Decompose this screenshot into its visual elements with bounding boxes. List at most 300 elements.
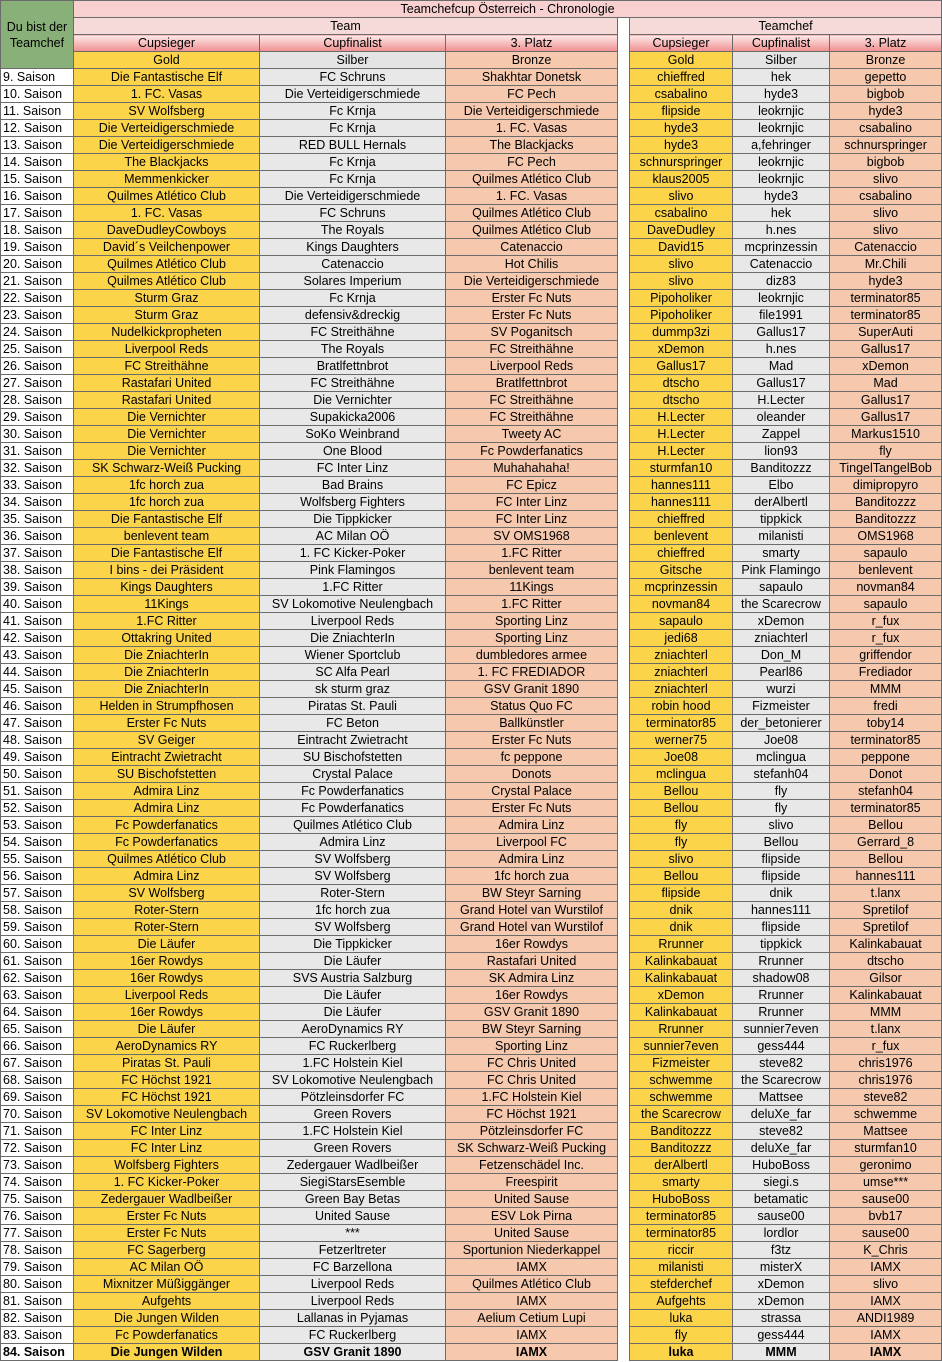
team-bronze-cell: FC Pech — [446, 86, 618, 103]
team-silver-cell: Fc Krnja — [260, 154, 446, 171]
gap-cell — [618, 239, 630, 256]
team-gold-cell: Erster Fc Nuts — [74, 715, 260, 732]
season-cell: 34. Saison — [1, 494, 74, 511]
chef-bronze-cell: Spretilof — [830, 919, 942, 936]
team-gold-cell: Rastafari United — [74, 392, 260, 409]
table-row — [1, 817, 942, 834]
team-bronze-cell: BW Steyr Sarning — [446, 885, 618, 902]
chef-silver-cell: h.nes — [733, 222, 830, 239]
chef-gold-cell: dtscho — [630, 392, 733, 409]
chronology-rows — [1, 69, 942, 1361]
team-gold-cell: DaveDudleyCowboys — [74, 222, 260, 239]
chef-bronze-cell: r_fux — [830, 630, 942, 647]
table-row — [1, 1106, 942, 1123]
chef-silver-cell: slivo — [733, 817, 830, 834]
team-gold-cell: Erster Fc Nuts — [74, 1225, 260, 1242]
team-gold-cell: I bins - dei Präsident — [74, 562, 260, 579]
chef-gold-cell: schwemme — [630, 1072, 733, 1089]
team-gold-cell: Zedergauer Wadlbeißer — [74, 1191, 260, 1208]
gap-cell — [618, 800, 630, 817]
team-bronze-cell: 11Kings — [446, 579, 618, 596]
team-bronze-cell: 1fc horch zua — [446, 868, 618, 885]
chef-gold-cell: luka — [630, 1344, 733, 1361]
gap-cell — [618, 1106, 630, 1123]
team-silver-cell: Supakicka2006 — [260, 409, 446, 426]
chef-silver-cell: hyde3 — [733, 188, 830, 205]
season-cell: 50. Saison — [1, 766, 74, 783]
chef-gold-cell: slivo — [630, 851, 733, 868]
chef-silver-cell: hannes111 — [733, 902, 830, 919]
team-silver-cell: Bratlfettnbrot — [260, 358, 446, 375]
gap-cell — [618, 1276, 630, 1293]
chef-gold-cell: flipside — [630, 103, 733, 120]
team-gold-cell: Die Läufer — [74, 936, 260, 953]
season-cell: 60. Saison — [1, 936, 74, 953]
chef-silver-cell: Mattsee — [733, 1089, 830, 1106]
season-cell: 18. Saison — [1, 222, 74, 239]
team-silver-cell: Die Tippkicker — [260, 511, 446, 528]
table-row — [1, 528, 942, 545]
team-silver-cell: Bad Brains — [260, 477, 446, 494]
table-row — [1, 1293, 942, 1310]
chef-gold-cell: terminator85 — [630, 715, 733, 732]
season-cell: 43. Saison — [1, 647, 74, 664]
chef-bronze-cell: dimipropyro — [830, 477, 942, 494]
chef-gold-cell: csabalino — [630, 205, 733, 222]
team-bronze-cell: Grand Hotel van Wurstilof — [446, 919, 618, 936]
table-row — [1, 1225, 942, 1242]
season-cell: 44. Saison — [1, 664, 74, 681]
chef-gold-cell: chieffred — [630, 545, 733, 562]
team-bronze-cell: 1. FC. Vasas — [446, 188, 618, 205]
team-gold-cell: Die ZniachterIn — [74, 647, 260, 664]
gap-cell — [618, 1021, 630, 1038]
team-bronze-cell: Sportunion Niederkappel — [446, 1242, 618, 1259]
chef-silver-cell: sause00 — [733, 1208, 830, 1225]
season-cell: 41. Saison — [1, 613, 74, 630]
chef-silver-cell: strassa — [733, 1310, 830, 1327]
chef-silver-cell: hek — [733, 205, 830, 222]
team-gold-cell: 11Kings — [74, 596, 260, 613]
chef-bronze-cell: Banditozzz — [830, 511, 942, 528]
chef-bronze-cell: Markus1510 — [830, 426, 942, 443]
team-bronze-cell: Catenaccio — [446, 239, 618, 256]
gap-cell — [618, 137, 630, 154]
table-row — [1, 188, 942, 205]
table-row — [1, 630, 942, 647]
season-cell: 68. Saison — [1, 1072, 74, 1089]
season-cell: 57. Saison — [1, 885, 74, 902]
team-gold-cell: Sturm Graz — [74, 290, 260, 307]
chef-bronze-cell: Donot — [830, 766, 942, 783]
chef-bronze-cell: hyde3 — [830, 103, 942, 120]
team-gold-cell: Nudelkickpropheten — [74, 324, 260, 341]
chef-gold-cell: schwemme — [630, 1089, 733, 1106]
season-cell: 61. Saison — [1, 953, 74, 970]
chef-gold-cell: zniachterl — [630, 647, 733, 664]
season-cell: 76. Saison — [1, 1208, 74, 1225]
gap-cell — [618, 375, 630, 392]
chef-bronze-cell: stefanh04 — [830, 783, 942, 800]
team-bronze-cell: Admira Linz — [446, 817, 618, 834]
table-row — [1, 239, 942, 256]
team-silver-cell: Fc Krnja — [260, 290, 446, 307]
table-row — [1, 562, 942, 579]
team-silver-cell: AeroDynamics RY — [260, 1021, 446, 1038]
team-bronze-cell: Hot Chilis — [446, 256, 618, 273]
table-row — [1, 1089, 942, 1106]
season-cell: 72. Saison — [1, 1140, 74, 1157]
chef-silver-cell: H.Lecter — [733, 392, 830, 409]
team-silver-cell: Kings Daughters — [260, 239, 446, 256]
chef-bronze-cell: hyde3 — [830, 273, 942, 290]
team-bronze-cell: Rastafari United — [446, 953, 618, 970]
gap-cell — [618, 681, 630, 698]
chef-bronze-cell: benlevent — [830, 562, 942, 579]
team-gold-cell: SV Wolfsberg — [74, 103, 260, 120]
chef-silver-cell: fly — [733, 800, 830, 817]
chef-silver-cell: Rrunner — [733, 1004, 830, 1021]
chef-silver-cell: Zappel — [733, 426, 830, 443]
chef-silver-cell: gess444 — [733, 1327, 830, 1344]
chef-gold-cell: mclingua — [630, 766, 733, 783]
team-silver-cell: Fc Krnja — [260, 103, 446, 120]
gap-cell — [618, 834, 630, 851]
season-cell: 14. Saison — [1, 154, 74, 171]
gap-cell — [618, 426, 630, 443]
team-bronze-cell: Erster Fc Nuts — [446, 732, 618, 749]
season-cell: 11. Saison — [1, 103, 74, 120]
chef-bronze-cell: terminator85 — [830, 307, 942, 324]
team-bronze-cell: Aelium Cetium Lupi — [446, 1310, 618, 1327]
gap-cell — [618, 1072, 630, 1089]
gap-cell — [618, 154, 630, 171]
team-silver-cell: Zedergauer Wadlbeißer — [260, 1157, 446, 1174]
gap-cell — [618, 1140, 630, 1157]
team-gold-cell: Die Vernichter — [74, 409, 260, 426]
chef-silver-cell: sapaulo — [733, 579, 830, 596]
gap-cell — [618, 1089, 630, 1106]
team-gold-cell: Die Verteidigerschmiede — [74, 137, 260, 154]
chef-silver-cell: tippkick — [733, 511, 830, 528]
chef-silver-cell: Joe08 — [733, 732, 830, 749]
season-cell: 13. Saison — [1, 137, 74, 154]
team-bronze-cell: Muhahahaha! — [446, 460, 618, 477]
chef-gold-cell: hyde3 — [630, 120, 733, 137]
team-bronze-cell: Erster Fc Nuts — [446, 800, 618, 817]
team-silver-cell: The Royals — [260, 341, 446, 358]
chef-gold-cell: klaus2005 — [630, 171, 733, 188]
team-gold-cell: Ottakring United — [74, 630, 260, 647]
chef-silver-cell: dnik — [733, 885, 830, 902]
team-gold-cell: 1. FC. Vasas — [74, 86, 260, 103]
team-gold-cell: SU Bischofstetten — [74, 766, 260, 783]
season-cell: 39. Saison — [1, 579, 74, 596]
team-bronze-cell: dumbledores armee — [446, 647, 618, 664]
chef-gold-cell: H.Lecter — [630, 409, 733, 426]
team-bronze-cell: Fetzenschädel Inc. — [446, 1157, 618, 1174]
team-silver-cell: Die Tippkicker — [260, 936, 446, 953]
table-row — [1, 800, 942, 817]
table-row — [1, 664, 942, 681]
chef-silver-cell: Don_M — [733, 647, 830, 664]
season-cell: 46. Saison — [1, 698, 74, 715]
season-cell: 80. Saison — [1, 1276, 74, 1293]
chef-bronze-cell: Spretilof — [830, 902, 942, 919]
gap-cell — [618, 69, 630, 86]
team-bronze-cell: ESV Lok Pirna — [446, 1208, 618, 1225]
chef-silver-cell: zniachterl — [733, 630, 830, 647]
table-row — [1, 715, 942, 732]
team-silver-cell: 1.FC Ritter — [260, 579, 446, 596]
gap-cell — [618, 732, 630, 749]
team-gold-cell: Die Jungen Wilden — [74, 1344, 260, 1361]
table-row — [1, 477, 942, 494]
chef-bronze-cell: IAMX — [830, 1327, 942, 1344]
team-silver-cell: FC Streithähne — [260, 375, 446, 392]
team-gold-cell: Mixnitzer Müßiggänger — [74, 1276, 260, 1293]
team-bronze-cell: Liverpool FC — [446, 834, 618, 851]
gap-cell — [618, 545, 630, 562]
table-row — [1, 69, 942, 86]
team-bronze-cell: Status Quo FC — [446, 698, 618, 715]
chef-bronze-cell: Gerrard_8 — [830, 834, 942, 851]
chef-gold-cell: dnik — [630, 902, 733, 919]
team-gold-cell: Die ZniachterIn — [74, 664, 260, 681]
gap-cell — [618, 715, 630, 732]
team-silver-cell: Die Vernichter — [260, 392, 446, 409]
team-gold-cell: 1.FC Ritter — [74, 613, 260, 630]
team-bronze-cell: 1.FC Ritter — [446, 596, 618, 613]
chef-bronze-cell: peppone — [830, 749, 942, 766]
chef-silver-cell: Pearl86 — [733, 664, 830, 681]
chef-bronze-cell: sapaulo — [830, 545, 942, 562]
season-cell: 10. Saison — [1, 86, 74, 103]
table-row — [1, 749, 942, 766]
chef-silver-cell: sunnier7even — [733, 1021, 830, 1038]
team-silver-cell: Green Bay Betas — [260, 1191, 446, 1208]
chef-bronze-cell: novman84 — [830, 579, 942, 596]
chef-bronze-cell: terminator85 — [830, 290, 942, 307]
table-row — [1, 1123, 942, 1140]
team-bronze-cell: 1.FC Ritter — [446, 545, 618, 562]
table-row — [1, 358, 942, 375]
season-cell: 37. Saison — [1, 545, 74, 562]
chef-silver-cell: hyde3 — [733, 86, 830, 103]
table-row — [1, 1174, 942, 1191]
gap-cell — [618, 902, 630, 919]
team-silver-cell: FC Beton — [260, 715, 446, 732]
team-silver-cell: Lallanas in Pyjamas — [260, 1310, 446, 1327]
gap-cell — [618, 1208, 630, 1225]
team-silver-cell: FC Schruns — [260, 69, 446, 86]
team-bronze-cell: Quilmes Atlético Club — [446, 171, 618, 188]
chef-gold-cell: Gitsche — [630, 562, 733, 579]
table-row — [1, 1004, 942, 1021]
chef-gold-cell: Banditozzz — [630, 1123, 733, 1140]
team-silver-cell: Wiener Sportclub — [260, 647, 446, 664]
team-gold-cell: Admira Linz — [74, 783, 260, 800]
chef-gold-cell: zniachterl — [630, 681, 733, 698]
gap-cell — [618, 698, 630, 715]
season-cell: 22. Saison — [1, 290, 74, 307]
table-row — [1, 375, 942, 392]
season-cell: 23. Saison — [1, 307, 74, 324]
chef-silver-cell: deluXe_far — [733, 1140, 830, 1157]
team-gold-cell: Die ZniachterIn — [74, 681, 260, 698]
table-row — [1, 1038, 942, 1055]
chef-bronze-cell: toby14 — [830, 715, 942, 732]
gap-cell — [618, 596, 630, 613]
group-team-header: Team — [74, 18, 618, 35]
team-bronze-cell: Bratlfettnbrot — [446, 375, 618, 392]
chef-bronze-cell: Mattsee — [830, 1123, 942, 1140]
chef-silver-cell: shadow08 — [733, 970, 830, 987]
table-row — [1, 1208, 942, 1225]
gap-cell — [618, 885, 630, 902]
team-silver-cell: Liverpool Reds — [260, 613, 446, 630]
chef-bronze-cell: sturmfan10 — [830, 1140, 942, 1157]
season-cell: 17. Saison — [1, 205, 74, 222]
team-silver-cell: GSV Granit 1890 — [260, 1344, 446, 1361]
season-cell: 19. Saison — [1, 239, 74, 256]
team-gold-cell: Fc Powderfanatics — [74, 817, 260, 834]
team-gold-cell: 1fc horch zua — [74, 494, 260, 511]
gap-cell — [618, 290, 630, 307]
team-gold-cell: Fc Powderfanatics — [74, 834, 260, 851]
season-cell: 21. Saison — [1, 273, 74, 290]
chef-bronze-cell: r_fux — [830, 613, 942, 630]
chef-gold-cell: terminator85 — [630, 1225, 733, 1242]
team-bronze-cell: Freespirit — [446, 1174, 618, 1191]
team-bronze-cell: GSV Granit 1890 — [446, 681, 618, 698]
table-row — [1, 426, 942, 443]
chef-silver-cell: lion93 — [733, 443, 830, 460]
team-bronze-cell: Crystal Palace — [446, 783, 618, 800]
table-row — [1, 137, 942, 154]
table-row — [1, 596, 942, 613]
chef-gold-cell: sturmfan10 — [630, 460, 733, 477]
team-silver-cell: Liverpool Reds — [260, 1293, 446, 1310]
gap-cell — [618, 324, 630, 341]
chef-gold-cell: benlevent — [630, 528, 733, 545]
team-gold-cell: Quilmes Atlético Club — [74, 273, 260, 290]
gap-column — [618, 18, 630, 69]
team-bronze-cell: Admira Linz — [446, 851, 618, 868]
team-gold-cell: 16er Rowdys — [74, 953, 260, 970]
season-cell: 45. Saison — [1, 681, 74, 698]
team-silver-cell: Fc Powderfanatics — [260, 783, 446, 800]
gap-cell — [618, 205, 630, 222]
season-cell: 15. Saison — [1, 171, 74, 188]
team-gold-cell: Aufgehts — [74, 1293, 260, 1310]
chef-bronze-cell: IAMX — [830, 1344, 942, 1361]
chef-silver-cell: misterX — [733, 1259, 830, 1276]
team-gold-cell: Die Läufer — [74, 1021, 260, 1038]
chef-bronze-cell: hannes111 — [830, 868, 942, 885]
chef-silver-cell: file1991 — [733, 307, 830, 324]
chef-silver-cell: oleander — [733, 409, 830, 426]
season-cell: 63. Saison — [1, 987, 74, 1004]
season-cell: 65. Saison — [1, 1021, 74, 1038]
chef-gold-cell: Aufgehts — [630, 1293, 733, 1310]
chef-gold-cell: fly — [630, 834, 733, 851]
gap-cell — [618, 1157, 630, 1174]
team-gold-cell: The Blackjacks — [74, 154, 260, 171]
team-silver-cell: Eintracht Zwietracht — [260, 732, 446, 749]
team-gold-cell: Liverpool Reds — [74, 987, 260, 1004]
chef-gold-cell: DaveDudley — [630, 222, 733, 239]
season-cell: 29. Saison — [1, 409, 74, 426]
table-row — [1, 324, 942, 341]
chef-gold-cell: riccir — [630, 1242, 733, 1259]
chef-bronze-cell: sause00 — [830, 1225, 942, 1242]
chef-silver-cell: the Scarecrow — [733, 596, 830, 613]
team-silver-cell: 1fc horch zua — [260, 902, 446, 919]
gap-cell — [618, 936, 630, 953]
team-silver-cell: SV Wolfsberg — [260, 851, 446, 868]
chef-bronze-cell: schwemme — [830, 1106, 942, 1123]
team-gold-cell: FC Inter Linz — [74, 1140, 260, 1157]
team-silver-cell: SV Wolfsberg — [260, 868, 446, 885]
table-row — [1, 987, 942, 1004]
team-gold-cell: benlevent team — [74, 528, 260, 545]
team-bronze-cell: Ballkünstler — [446, 715, 618, 732]
season-cell: 48. Saison — [1, 732, 74, 749]
chef-bronze-cell: gepetto — [830, 69, 942, 86]
chef-silver-cell: h.nes — [733, 341, 830, 358]
chef-third-header: 3. Platz — [830, 35, 942, 52]
season-cell: 26. Saison — [1, 358, 74, 375]
chef-gold-cell: Kalinkabauat — [630, 953, 733, 970]
team-gold-cell: SV Geiger — [74, 732, 260, 749]
season-cell: 40. Saison — [1, 596, 74, 613]
table-row — [1, 1021, 942, 1038]
table-row — [1, 409, 942, 426]
chef-silver-cell: diz83 — [733, 273, 830, 290]
season-cell: 16. Saison — [1, 188, 74, 205]
gap-cell — [618, 851, 630, 868]
team-bronze-cell: Die Verteidigerschmiede — [446, 103, 618, 120]
chef-silver-cell: hek — [733, 69, 830, 86]
team-gold-cell: FC Höchst 1921 — [74, 1089, 260, 1106]
chef-gold-cell: slivo — [630, 256, 733, 273]
season-cell: 9. Saison — [1, 69, 74, 86]
chef-bronze-cell: Frediador — [830, 664, 942, 681]
team-silver-cell: Quilmes Atlético Club — [260, 817, 446, 834]
table-row — [1, 222, 942, 239]
team-gold-cell: Die Vernichter — [74, 443, 260, 460]
team-silver-cell: One Blood — [260, 443, 446, 460]
team-bronze-cell: Die Verteidigerschmiede — [446, 273, 618, 290]
chef-gold-cell: zniachterl — [630, 664, 733, 681]
team-silver-cell: SV Wolfsberg — [260, 919, 446, 936]
chef-gold-header: Gold — [630, 52, 733, 69]
chef-bronze-cell: Gallus17 — [830, 392, 942, 409]
chef-bronze-cell: SuperAuti — [830, 324, 942, 341]
team-silver-cell: Fc Krnja — [260, 120, 446, 137]
table-row — [1, 1259, 942, 1276]
chef-silver-cell: leokrnjic — [733, 120, 830, 137]
team-bronze-cell: GSV Granit 1890 — [446, 1004, 618, 1021]
season-cell: 84. Saison — [1, 1344, 74, 1361]
chef-gold-cell: csabalino — [630, 86, 733, 103]
team-gold-cell: 16er Rowdys — [74, 970, 260, 987]
gap-cell — [618, 1055, 630, 1072]
chef-gold-cell: dtscho — [630, 375, 733, 392]
table-row — [1, 545, 942, 562]
team-gold-cell: Erster Fc Nuts — [74, 1208, 260, 1225]
